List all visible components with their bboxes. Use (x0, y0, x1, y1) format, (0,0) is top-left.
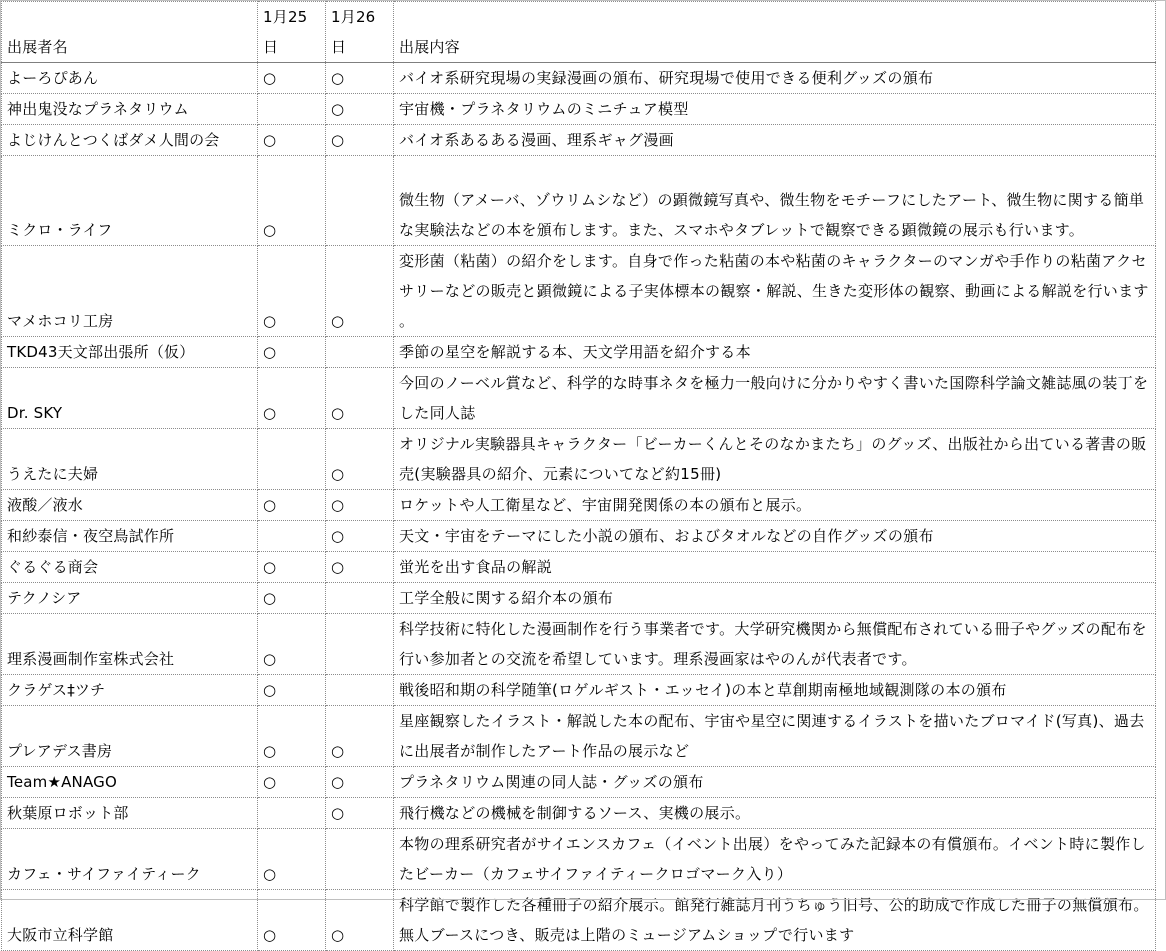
exhibitor-table (1, 1, 1156, 951)
jan26-attendance-cell[interactable]: ○ (326, 125, 394, 156)
exhibit-content-cell[interactable]: 変形菌（粘菌）の紹介をします。自身で作った粘菌の本や粘菌のキャラクターのマンガや手作りの粘菌アクセサリーなどの販売と顕微鏡による子実体標本の観察・解説、生きた変形体の観察、動画による解説を行います。 (394, 246, 1156, 337)
exhibitor-name-cell[interactable]: ミクロ・ライフ (2, 156, 258, 246)
exhibitor-name-cell[interactable]: 液酸／液水 (2, 490, 258, 521)
exhibit-content-cell[interactable]: 本物の理系研究者がサイエンスカフェ（イベント出展）をやってみた記録本の有償頒布。イベント時に製作したビーカー（カフェサイファイティークロゴマーク入り） (394, 829, 1156, 890)
exhibit-content-cell[interactable]: 科学館で製作した各種冊子の紹介展示。館発行雑誌月刊うちゅう旧号、公的助成で作成した冊子の無償頒布。無人ブースにつき、販売は上階のミュージアムショップで行います (394, 890, 1156, 951)
exhibitor-table-body (2, 2, 1156, 951)
exhibitor-name-cell[interactable]: よーろぴあん (2, 63, 258, 94)
header-jan25[interactable]: 1月25日 (258, 2, 326, 63)
table-row (2, 246, 1156, 337)
table-row (2, 521, 1156, 552)
jan25-attendance-cell[interactable]: ○ (258, 63, 326, 94)
exhibitor-name-cell[interactable]: ぐるぐる商会 (2, 552, 258, 583)
jan25-attendance-cell[interactable]: ○ (258, 246, 326, 337)
table-row (2, 583, 1156, 614)
exhibit-content-cell[interactable]: バイオ系研究現場の実録漫画の頒布、研究現場で使用できる便利グッズの頒布 (394, 63, 1156, 94)
exhibitor-name-cell[interactable]: テクノシア (2, 583, 258, 614)
table-row (2, 429, 1156, 490)
exhibit-content-cell[interactable]: 天文・宇宙をテーマにした小説の頒布、およびタオルなどの自作グッズの頒布 (394, 521, 1156, 552)
table-row (2, 63, 1156, 94)
header-row (2, 2, 1156, 63)
jan26-attendance-cell[interactable]: ○ (326, 63, 394, 94)
jan25-attendance-cell[interactable]: ○ (258, 706, 326, 767)
jan25-attendance-cell[interactable]: ○ (258, 829, 326, 890)
jan26-attendance-cell[interactable]: ○ (326, 706, 394, 767)
exhibit-content-cell[interactable]: オリジナル実験器具キャラクター「ビーカーくんとそのなかまたち」のグッズ、出版社から出ている著書の販売(実験器具の紹介、元素についてなど約15冊) (394, 429, 1156, 490)
exhibit-content-cell[interactable]: ロケットや人工衛星など、宇宙開発関係の本の頒布と展示。 (394, 490, 1156, 521)
exhibitor-name-cell[interactable]: マメホコリ工房 (2, 246, 258, 337)
jan26-attendance-cell[interactable]: ○ (326, 429, 394, 490)
table-row (2, 490, 1156, 521)
jan25-attendance-cell[interactable] (258, 429, 326, 490)
jan26-attendance-cell[interactable]: ○ (326, 552, 394, 583)
jan26-attendance-cell[interactable] (326, 614, 394, 675)
jan25-attendance-cell[interactable]: ○ (258, 156, 326, 246)
table-row (2, 890, 1156, 951)
jan25-attendance-cell[interactable]: ○ (258, 890, 326, 951)
exhibit-content-cell[interactable]: バイオ系あるある漫画、理系ギャグ漫画 (394, 125, 1156, 156)
exhibit-content-cell[interactable]: 工学全般に関する紹介本の頒布 (394, 583, 1156, 614)
exhibit-content-cell[interactable]: 科学技術に特化した漫画制作を行う事業者です。大学研究機関から無償配布されている冊子やグッズの配布を行い参加者との交流を希望しています。理系漫画家はやのんが代表者です。 (394, 614, 1156, 675)
exhibit-content-cell[interactable]: 宇宙機・プラネタリウムのミニチュア模型 (394, 94, 1156, 125)
jan26-attendance-cell[interactable]: ○ (326, 521, 394, 552)
exhibit-content-cell[interactable]: プラネタリウム関連の同人誌・グッズの頒布 (394, 767, 1156, 798)
jan26-attendance-cell[interactable]: ○ (326, 798, 394, 829)
exhibitor-name-cell[interactable]: クラゲス‡ツチ (2, 675, 258, 706)
table-row (2, 706, 1156, 767)
table-row (2, 94, 1156, 125)
jan25-attendance-cell[interactable]: ○ (258, 337, 326, 368)
exhibit-content-cell[interactable]: 今回のノーベル賞など、科学的な時事ネタを極力一般向けに分かりやすく書いた国際科学論文雑誌風の装丁をした同人誌 (394, 368, 1156, 429)
header-jan26[interactable]: 1月26日 (326, 2, 394, 63)
table-row (2, 156, 1156, 246)
exhibit-content-cell[interactable]: 蛍光を出す食品の解説 (394, 552, 1156, 583)
jan25-attendance-cell[interactable]: ○ (258, 583, 326, 614)
jan26-attendance-cell[interactable]: ○ (326, 246, 394, 337)
table-row (2, 798, 1156, 829)
jan26-attendance-cell[interactable]: ○ (326, 490, 394, 521)
jan26-attendance-cell[interactable] (326, 337, 394, 368)
jan26-attendance-cell[interactable] (326, 829, 394, 890)
table-row (2, 614, 1156, 675)
table-row (2, 368, 1156, 429)
table-row (2, 337, 1156, 368)
jan26-attendance-cell[interactable]: ○ (326, 767, 394, 798)
jan25-attendance-cell[interactable]: ○ (258, 552, 326, 583)
exhibitor-name-cell[interactable]: よじけんとつくばダメ人間の会 (2, 125, 258, 156)
exhibitor-name-cell[interactable]: 神出鬼没なプラネタリウム (2, 94, 258, 125)
jan25-attendance-cell[interactable]: ○ (258, 368, 326, 429)
jan26-attendance-cell[interactable]: ○ (326, 94, 394, 125)
table-row (2, 125, 1156, 156)
jan25-attendance-cell[interactable]: ○ (258, 767, 326, 798)
exhibitor-name-cell[interactable]: 秋葉原ロボット部 (2, 798, 258, 829)
jan25-attendance-cell[interactable]: ○ (258, 490, 326, 521)
exhibit-content-cell[interactable]: 戦後昭和期の科学随筆(ロゲルギスト・エッセイ)の本と草創期南極地域観測隊の本の頒布 (394, 675, 1156, 706)
exhibit-content-cell[interactable]: 微生物（アメーバ、ゾウリムシなど）の顕微鏡写真や、微生物をモチーフにしたアート、微生物に関する簡単な実験法などの本を頒布します。また、スマホやタブレットで観察できる顕微鏡の展示も行います。 (394, 156, 1156, 246)
jan25-attendance-cell[interactable]: ○ (258, 675, 326, 706)
exhibitor-name-cell[interactable]: 大阪市立科学館 (2, 890, 258, 951)
exhibit-content-cell[interactable]: 星座観察したイラスト・解説した本の配布、宇宙や星空に関連するイラストを描いたブロマイド(写真)、過去に出展者が制作したアート作品の展示など (394, 706, 1156, 767)
jan26-attendance-cell[interactable] (326, 675, 394, 706)
exhibitor-name-cell[interactable]: プレアデス書房 (2, 706, 258, 767)
exhibit-content-cell[interactable]: 季節の星空を解説する本、天文学用語を紹介する本 (394, 337, 1156, 368)
jan25-attendance-cell[interactable] (258, 521, 326, 552)
exhibit-content-cell[interactable]: 飛行機などの機械を制御するソース、実機の展示。 (394, 798, 1156, 829)
jan25-attendance-cell[interactable] (258, 94, 326, 125)
exhibitor-name-cell[interactable]: うえたに夫婦 (2, 429, 258, 490)
table-row (2, 675, 1156, 706)
jan26-attendance-cell[interactable] (326, 583, 394, 614)
exhibitor-name-cell[interactable]: TKD43天文部出張所（仮） (2, 337, 258, 368)
jan25-attendance-cell[interactable]: ○ (258, 614, 326, 675)
jan26-attendance-cell[interactable]: ○ (326, 368, 394, 429)
jan26-attendance-cell[interactable]: ○ (326, 890, 394, 951)
table-row (2, 829, 1156, 890)
jan26-attendance-cell[interactable] (326, 156, 394, 246)
exhibitor-name-cell[interactable]: 理系漫画制作室株式会社 (2, 614, 258, 675)
table-row (2, 552, 1156, 583)
exhibitor-name-cell[interactable]: 和紗泰信・夜空鳥試作所 (2, 521, 258, 552)
header-exhibit-content[interactable]: 出展内容 (394, 2, 1156, 63)
exhibitor-name-cell[interactable]: Dr. SKY (2, 368, 258, 429)
header-exhibitor-name[interactable]: 出展者名 (2, 2, 258, 63)
exhibitor-name-cell[interactable]: カフェ・サイファイティーク (2, 829, 258, 890)
jan25-attendance-cell[interactable] (258, 798, 326, 829)
jan25-attendance-cell[interactable]: ○ (258, 125, 326, 156)
table-row (2, 767, 1156, 798)
exhibitor-name-cell[interactable]: Team★ANAGO (2, 767, 258, 798)
